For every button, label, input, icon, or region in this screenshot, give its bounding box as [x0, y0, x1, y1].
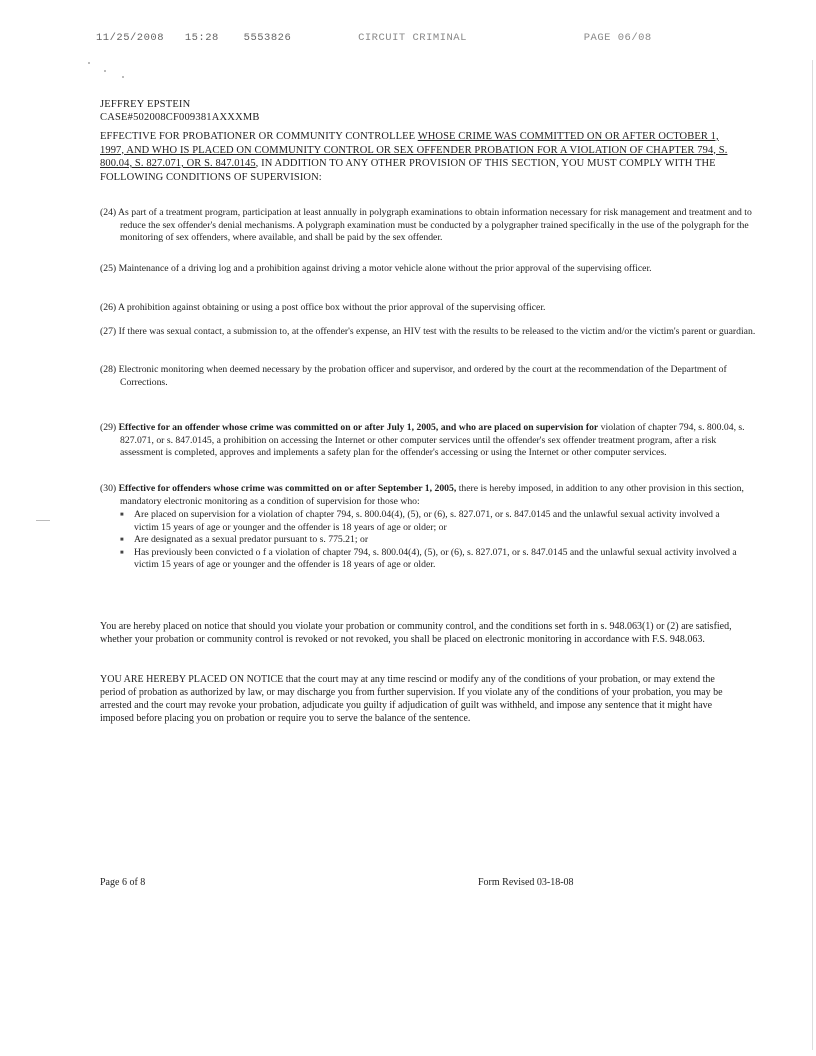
form-revision: Form Revised 03-18-08	[478, 877, 574, 888]
condition-number: (28)	[100, 364, 117, 375]
condition-28	[100, 364, 760, 389]
condition-29	[100, 422, 760, 460]
scan-speck	[36, 520, 50, 521]
condition-number: (26)	[100, 302, 117, 313]
intro-lead: EFFECTIVE FOR PROBATIONER OR COMMUNITY CONTROLLEE	[100, 131, 418, 142]
condition-text: violation of chapter 794, s. 800.04, s. 827.071, or s. 847.0145, a prohibition on accessing the Internet or other computer services until the offender's sex offender treatment program, after a risk assessment is completed, approves and implements a safety plan for the offender's accessing or using the Internet or other computer services.	[120, 422, 745, 458]
case-block	[100, 98, 260, 124]
fax-date: 11/25/2008	[96, 32, 165, 44]
case-number: CASE#502008CF009381AXXXMB	[100, 112, 260, 123]
modification-notice	[100, 673, 740, 725]
fax-number: 5553826	[243, 32, 292, 44]
fax-header	[96, 32, 796, 44]
condition-27	[100, 326, 760, 339]
scan-edge	[812, 60, 813, 1050]
page-number: Page 6 of 8	[100, 877, 146, 888]
notice-lead: YOU ARE HEREBY PLACED ON NOTICE	[100, 674, 284, 685]
condition-text: A prohibition against obtaining or using a post office box without the prior approval of the supervising officer.	[118, 302, 546, 313]
intro-tail: , IN ADDITION TO ANY OTHER PROVISION OF THIS SECTION, YOU MUST COMPLY WITH THE FOLLOWING CONDITIONS OF SUPERVISION:	[100, 158, 716, 183]
notice-text: that the court may at any time rescind or modify any of the conditions of your probation, or may extend the period of probation as authorized by law, or may discharge you from further supervision. If you violate any of the conditions of your probation, you may be arrested and the court may revoke your probation, adjudicate you guilty if adjudication of guilt was withheld, and impose any sentence that it might have imposed before placing you on probation or require you to serve the balance of the sentence.	[100, 674, 723, 724]
condition-24	[100, 207, 760, 245]
condition-number: (29)	[100, 422, 117, 433]
condition-text: If there was sexual contact, a submission to, at the offender's expense, an HIV test with the results to be released to the victim and/or the victim's parent or guardian.	[118, 326, 756, 337]
list-item: ■ Are designated as a sexual predator pursuant to s. 775.21; or	[120, 534, 740, 547]
condition-text: there is hereby imposed, in addition to any other provision in this section, mandatory electronic monitoring as a condition of supervision for those who:	[120, 483, 744, 507]
condition-30	[100, 483, 760, 508]
electronic-monitoring-notice: You are hereby placed on notice that should you violate your probation or community control, and the conditions set forth in s. 948.063(1) or (2) are satisfied, whether your probation or community control is revoked or not revoked, you shall be placed on electronic monitoring in accordance with F.S. 948.063.	[100, 621, 732, 645]
condition-text: Maintenance of a driving log and a prohibition against driving a motor vehicle alone without the prior approval of the supervising officer.	[118, 263, 652, 274]
condition-text: Electronic monitoring when deemed necessary by the probation officer and supervisor, and ordered by the court at the recommendation of the Department of Corrections.	[118, 364, 727, 388]
condition-text: As part of a treatment program, participation at least annually in polygraph examinations to obtain information necessary for risk management and treatment and to reduce the sex offender's denial mechanisms. A polygraph examination must be conducted by a polygrapher trained specifically in the use of the polygraph for the monitoring of sex offenders, where available, and shall be paid by the sex offender.	[118, 207, 752, 243]
fax-department: CIRCUIT CRIMINAL	[358, 32, 467, 44]
intro-underlined: WHOSE CRIME WAS COMMITTED ON OR AFTER OCTOBER 1, 1997, AND WHO IS PLACED ON COMMUNITY CONTROL OR SEX OFFENDER PROBATION FOR A VIOLATION OF CHAPTER 794, S. 800.04, S. 827.071, OR S. 847.0145	[100, 131, 728, 169]
condition-bold: Effective for an offender whose crime was committed on or after July 1, 2005, and who are placed on supervision for	[118, 422, 599, 433]
scan-speck	[88, 62, 90, 64]
condition-number: (24)	[100, 207, 117, 218]
condition-bold: Effective for offenders whose crime was committed on or after September 1, 2005,	[118, 483, 457, 494]
scan-speck	[104, 70, 106, 72]
monitoring-criteria-list	[120, 509, 740, 572]
condition-number: (30)	[100, 483, 117, 494]
scan-speck	[122, 76, 124, 78]
defendant-name: JEFFREY EPSTEIN	[100, 99, 191, 110]
fax-time: 15:28	[184, 32, 219, 44]
list-item: ■ Are placed on supervision for a violation of chapter 794, s. 800.04(4), (5), or (6), s. 827.071, or s. 847.0145 and the unlawful sexual activity involved a victim 15 years of age or younger and the offender is 18 years of age or older; or	[120, 509, 740, 534]
condition-25	[100, 263, 760, 276]
condition-number: (25)	[100, 263, 117, 274]
condition-26	[100, 302, 760, 315]
list-item: ■ Has previously been convicted o f a violation of chapter 794, s. 800.04(4), (5), or (6), s. 827.071, or s. 847.0145 and the unlawful sexual activity involved a victim 15 years of age or younger and the offender is 18 years of age or older.	[120, 547, 740, 572]
fax-page: PAGE 06/08	[583, 32, 652, 44]
intro-paragraph	[100, 130, 740, 184]
condition-number: (27)	[100, 326, 117, 337]
